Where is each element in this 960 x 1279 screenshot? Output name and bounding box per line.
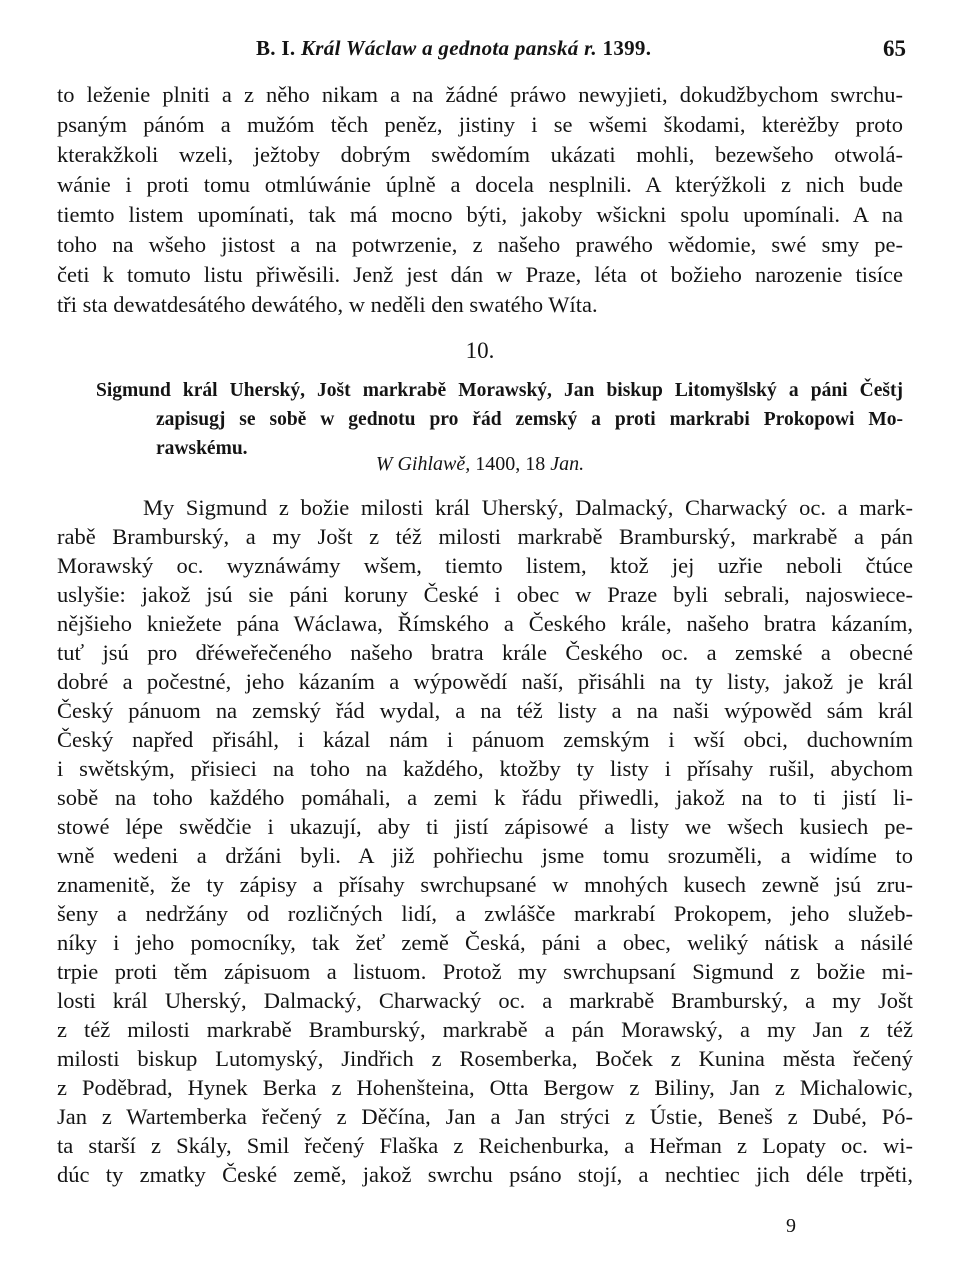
text-line: wánie i proti tomu otmlúwánie úplně a docela nesplnili. A kterýžkoli z nich bude: [57, 172, 903, 197]
text-line: to leženie plniti a z něho nikam a na žádné práwo newyjieti, dokudžbychom swrchu-: [57, 82, 903, 107]
summary-line: Sigmund král Uherský, Jošt markrabě Morawský, Jan biskup Litomyšlský a páni Češtj: [96, 380, 903, 401]
body-line: z Poděbrad, Hynek Berka z Hohenšteina, Otta Bergow z Biliny, Jan z Michalowic,: [57, 1075, 913, 1100]
text-line: tiemto listem upomínati, tak má mocno býti, jakoby wšickni spolu upomínali. A na: [57, 202, 903, 227]
running-head: [256, 36, 906, 66]
dateline-place: W Gihlawě,: [375, 453, 471, 475]
running-head-sigla: B. I.: [256, 36, 296, 60]
body-line: dúc ty zmatky České země, jakož swrchu psáno stojí, a nechtiec jich déle trpěti,: [57, 1162, 913, 1187]
body-line: ta starší z Skály, Smil řečený Flaška z Reichenburka, a Heřman z Lopaty oc. wi-: [57, 1133, 913, 1158]
body-line: znamenitě, že ty zápisy a přísahy swrchupsané w mnohých kusech zewně jsú zru-: [57, 872, 913, 897]
running-head-title: Král Wáclaw a gednota panská r.: [301, 36, 597, 60]
text-line: četi k tomuto listu přiwěsili. Jenž jest dán w Praze, léta ot božieho narozenie tisíce: [57, 262, 903, 287]
body-line: Jan z Wartemberka řečený z Děčína, Jan a Jan strýci z Ústie, Beneš z Dubé, Pó-: [57, 1104, 913, 1129]
body-line: tuť jsú pro dřéweřečeného našeho bratra krále Českého oc. a zemské a obecné: [57, 640, 913, 665]
page-number: 65: [883, 36, 906, 61]
body-line: milosti biskup Lutomyský, Jindřich z Rosemberka, Boček z Kunina města řečený: [57, 1046, 913, 1071]
signature-mark: 9: [786, 1215, 796, 1237]
body-line: níky i jeho pomocníky, tak žeť země Česká, páni a obec, weliký nátisk a násilé: [57, 930, 913, 955]
body-line: rabě Bramburský, a my Jošt z též milosti markrabě Bramburský, markrabě a pán: [57, 524, 913, 549]
dateline-month: Jan.: [550, 453, 585, 475]
text-line: toho na wšeho jistost a na potwrzenie, z našeho prawého wědomie, swé smy pe-: [57, 232, 903, 257]
running-head-year: 1399.: [602, 36, 652, 60]
dateline-date: 1400, 18: [475, 453, 546, 475]
body-line: šeny a nedržány od rozličných lidí, a zwlášče markrabí Prokopem, jeho služeb-: [57, 901, 913, 926]
running-head-text: [256, 36, 651, 61]
body-line: wně wedeni a držáni byli. A již pohřiechu jsme tomu srozuměli, a widíme to: [57, 843, 913, 868]
body-line: losti král Uherský, Dalmacký, Charwacký oc. a markrabě Bramburský, a my Jošt: [57, 988, 913, 1013]
body-line: Morawský oc. wyznáwámy wšem, tiemto listem, ktož jej uzřie neboli čtúce: [57, 553, 913, 578]
text-line: kterakžkoli wzeli, ježtoby dobrým swědomím ukázati mohli, bezewšeho otwolá-: [57, 142, 903, 167]
text-line: psaným pánóm a mužóm těch peněz, jistiny i se wšemi škodami, kterėžby proto: [57, 112, 903, 137]
body-line: z též milosti markrabě Bramburský, markrabě a pán Morawský, a my Jan z též: [57, 1017, 913, 1042]
body-line: sobě na toho každého pomáhali, a zemi k řádu přiwedli, jakož na to ti jistí li-: [57, 785, 913, 810]
body-line: Český pánuom na zemský řád wydal, a na též listy a na naši wýpowěd sám král: [57, 698, 913, 723]
body-line: nějšieho kniežete pána Wáclawa, Římského a Českého krále, našeho bratra kázaním,: [57, 611, 913, 636]
body-line: i swětským, přisieci na toho na každého, ktožby ty listy i přísahy rušil, abychom: [57, 756, 913, 781]
text-line: tři sta dewatdesátého dewátého, w neděli den swatého Wíta.: [57, 292, 598, 317]
summary-line: rawskému.: [156, 438, 248, 459]
body-line: trpie proti těm zápisuom a listuom. Protož my swrchupsaní Sigmund z božie mi-: [57, 959, 913, 984]
body-line: uslyšie: jakož jsú sie páni koruny České i obec w Praze byli sebrali, najoswiece-: [57, 582, 913, 607]
document-number: 10.: [465, 338, 495, 363]
body-line: Český napřed přisáhl, i kázal nám i pánuom zemským i wší obci, duchowním: [57, 727, 913, 752]
summary-line: zapisugj se sobě w gednotu pro řád zemský a proti markrabi Prokopowi Mo-: [156, 409, 903, 430]
body-line: My Sigmund z božie milosti král Uherský, Dalmacký, Charwacký oc. a mark-: [143, 495, 913, 520]
body-line: dobré a počestné, jeho kázaním a wýpowědí naší, přisáhli na ty listy, jakož je král: [57, 669, 913, 694]
body-line: stowé lépe swědčie i ukazují, aby ti jistí zápisowé a listy we wšech kusiech pe-: [57, 814, 913, 839]
dateline: [0, 453, 960, 476]
